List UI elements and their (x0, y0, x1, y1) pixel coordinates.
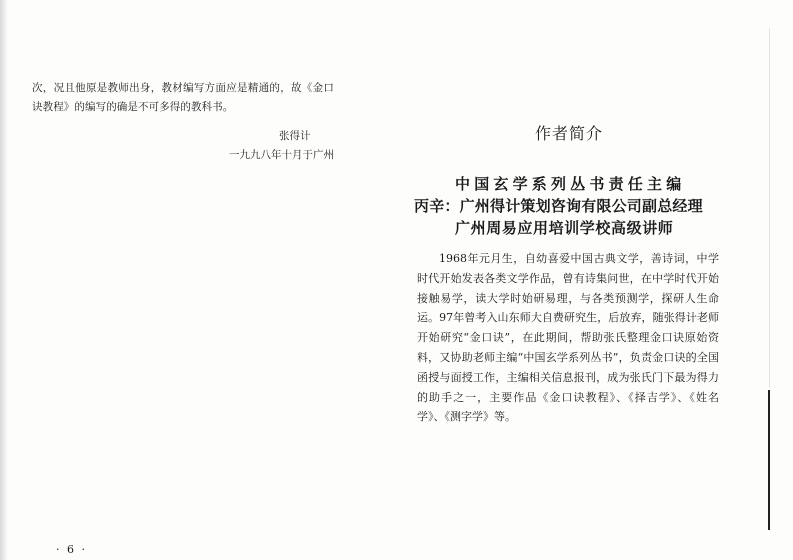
author-biography (417, 249, 719, 427)
biography-text: 1968年元月生，自幼喜爱中国古典文学，善诗词，中学时代开始发表各类文学作品，曾有诗集问世，在中学时代开始接触易学，读大学时始研易理，与各类预测学，探研人生命运。97年曾考入山东师大自费研究生，后放弃，随张得计老师开始研究“金口诀”，在此期间，帮助张氏整理金口诀原始资料，又协助老师主编“中国玄学系列丛书”，负责金口诀的全国函授与面授工作，主编相关信息报刊，成为张氏门下最为得力的助手之一，主要作品《金口诀教程》、《择吉学》、《姓名学》、《测字学》等。 (417, 252, 719, 424)
author-role-lecturer: 广州周易应用培训学校高级讲师 (455, 219, 674, 237)
signature-name: 张得计 (279, 130, 311, 142)
scan-edge-dark (768, 390, 770, 530)
section-title: 作者简介 (535, 124, 604, 143)
author-role-editor: 中国玄学系列丛书责任主编 (455, 175, 686, 193)
page-number: · 6 · (56, 543, 87, 556)
scan-edge-faint (769, 28, 770, 388)
author-role-manager: 丙辛：广州得计策划咨询有限公司副总经理 (414, 197, 703, 215)
signature-date: 一九九八年十月于广州 (229, 149, 334, 161)
preface-ending-text: 次，况且他原是教师出身，教材编写方面应是精通的，故《金口诀教程》的编写的确是不可多得的教科书。 (32, 82, 334, 113)
preface-signature (200, 127, 334, 165)
binding-shadow (0, 0, 8, 560)
left-page-paragraph (32, 79, 334, 117)
